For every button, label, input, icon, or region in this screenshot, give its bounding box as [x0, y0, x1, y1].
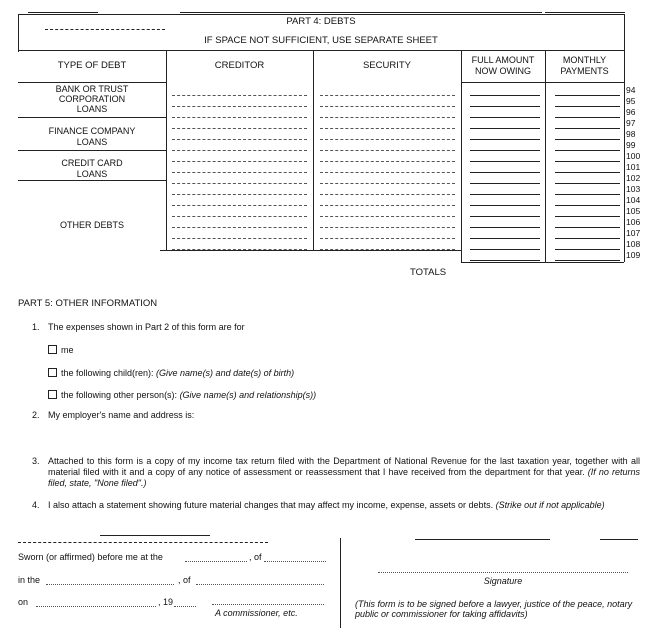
rule: [18, 180, 166, 181]
amount-entry-line[interactable]: [470, 172, 540, 173]
checkbox-icon[interactable]: [48, 390, 57, 399]
rule: [28, 12, 98, 13]
line-number: 96: [626, 107, 636, 117]
text-entry-line[interactable]: [320, 216, 455, 217]
text-entry-line[interactable]: [172, 128, 307, 129]
totals-label: TOTALS: [410, 267, 447, 278]
year-text: , 19: [158, 597, 174, 607]
amount-entry-line[interactable]: [470, 249, 540, 250]
rule: [160, 250, 461, 251]
rule: [600, 539, 638, 540]
amount-entry-line[interactable]: [555, 150, 620, 151]
line-number: 101: [626, 162, 641, 172]
amount-entry-line[interactable]: [470, 216, 540, 217]
amount-entry-line[interactable]: [555, 227, 620, 228]
rule: [18, 542, 268, 543]
amount-entry-line[interactable]: [470, 205, 540, 206]
item-number: 1.: [32, 322, 40, 332]
item2-text: My employer's name and address is:: [48, 410, 195, 420]
col-type-of-debt: TYPE OF DEBT: [57, 60, 127, 71]
text-entry-line[interactable]: [172, 139, 307, 140]
col-monthly: MONTHLY PAYMENTS: [560, 55, 609, 76]
amount-entry-line[interactable]: [470, 260, 540, 261]
line-number: 94: [626, 85, 636, 95]
date-field[interactable]: [36, 606, 156, 607]
header-top-border: [18, 50, 624, 51]
line-number: 105: [626, 206, 641, 216]
text-entry-line[interactable]: [172, 161, 307, 162]
amount-entry-line[interactable]: [555, 194, 620, 195]
commissioner-label: A commissioner, etc.: [215, 608, 298, 618]
col-creditor: CREDITOR: [214, 60, 265, 71]
signature-label: Signature: [483, 576, 523, 586]
col-divider: [166, 50, 167, 250]
item3-note: (If no returns filed, state, "None filed".): [48, 467, 640, 488]
amount-entry-line[interactable]: [555, 139, 620, 140]
amount-entry-line[interactable]: [555, 260, 620, 261]
line-number: 106: [626, 217, 641, 227]
part5-title: PART 5: OTHER INFORMATION: [18, 298, 158, 309]
year-field[interactable]: [174, 606, 196, 607]
amount-entry-line[interactable]: [470, 227, 540, 228]
commissioner-signature-field[interactable]: [212, 604, 324, 605]
rule: [18, 117, 166, 118]
checkbox-icon[interactable]: [48, 345, 57, 354]
signature-field[interactable]: [378, 572, 628, 573]
of-text-2: , of: [178, 575, 191, 585]
rule: [100, 535, 210, 536]
text-entry-line[interactable]: [320, 205, 455, 206]
checkbox-children-label: the following child(ren):: [61, 368, 157, 378]
checkbox-me[interactable]: [48, 345, 74, 355]
text-entry-line[interactable]: [172, 172, 307, 173]
rule: [415, 539, 550, 540]
line-number: 104: [626, 195, 641, 205]
line-number: 95: [626, 96, 636, 106]
amount-entry-line[interactable]: [555, 161, 620, 162]
amount-entry-line[interactable]: [470, 194, 540, 195]
text-entry-line[interactable]: [172, 205, 307, 206]
amount-entry-line[interactable]: [470, 150, 540, 151]
debt-type-credit: CREDIT CARD LOANS: [61, 158, 123, 179]
amount-entry-line[interactable]: [470, 95, 540, 96]
debt-type-finance: FINANCE COMPANY LOANS: [48, 126, 136, 147]
amount-entry-line[interactable]: [470, 128, 540, 129]
part4-subtitle: IF SPACE NOT SUFFICIENT, USE SEPARATE SHEET: [204, 35, 438, 46]
text-entry-line[interactable]: [320, 139, 455, 140]
amount-entry-line[interactable]: [555, 117, 620, 118]
text-entry-line[interactable]: [172, 106, 307, 107]
item4-note: (Strike out if not applicable): [495, 500, 605, 510]
amount-entry-line[interactable]: [555, 172, 620, 173]
amount-entry-line[interactable]: [555, 216, 620, 217]
of-field-2[interactable]: [196, 584, 324, 585]
amount-entry-line[interactable]: [470, 117, 540, 118]
amount-entry-line[interactable]: [470, 139, 540, 140]
text-entry-line[interactable]: [172, 227, 307, 228]
text-entry-line[interactable]: [320, 172, 455, 173]
text-entry-line[interactable]: [320, 106, 455, 107]
item-number: 4.: [32, 500, 40, 510]
item3-body: Attached to this form is a copy of my income tax return filed with the Department of National Revenue for the last taxation year, together with all material filed with it and a copy of any notice of assessment or reassessment that I have received from the department for that year.: [48, 456, 640, 477]
table-right-border: [624, 14, 625, 262]
amount-entry-line[interactable]: [555, 128, 620, 129]
part4-title: PART 4: DEBTS: [286, 16, 356, 27]
amount-entry-line[interactable]: [555, 106, 620, 107]
line-number: 109: [626, 250, 641, 260]
on-text: on: [18, 597, 29, 607]
line-number: 100: [626, 151, 641, 161]
debt-type-bank: BANK OR TRUST CORPORATION LOANS: [55, 84, 129, 114]
rule: [545, 12, 625, 13]
text-entry-line[interactable]: [320, 128, 455, 129]
rule: [45, 29, 165, 30]
of-field[interactable]: [264, 561, 326, 562]
text-entry-line[interactable]: [320, 227, 455, 228]
item3-text: [48, 456, 640, 489]
header-bottom-border: [18, 82, 166, 83]
text-entry-line[interactable]: [172, 117, 307, 118]
line-number: 98: [626, 129, 636, 139]
text-entry-line[interactable]: [172, 216, 307, 217]
amount-entry-line[interactable]: [470, 106, 540, 107]
debt-type-other: OTHER DEBTS: [59, 220, 124, 230]
header-bottom-border: [461, 82, 624, 83]
checkbox-other-hint: (Give name(s) and relationship(s)): [179, 390, 317, 400]
totals-bottom-border: [461, 262, 624, 263]
amount-entry-line[interactable]: [470, 161, 540, 162]
amount-entry-line[interactable]: [555, 183, 620, 184]
item1-text: The expenses shown in Part 2 of this form are for: [48, 322, 245, 332]
checkbox-other-label: the following other person(s):: [61, 390, 180, 400]
rule: [342, 12, 542, 13]
of-text: , of: [249, 552, 262, 562]
rule: [180, 12, 342, 13]
text-entry-line[interactable]: [172, 194, 307, 195]
col-divider: [313, 50, 314, 250]
text-entry-line[interactable]: [172, 150, 307, 151]
amount-entry-line[interactable]: [555, 95, 620, 96]
in-the-text: in the: [18, 575, 41, 585]
line-number: 103: [626, 184, 641, 194]
text-entry-line[interactable]: [172, 183, 307, 184]
line-number: 107: [626, 228, 641, 238]
amount-entry-line[interactable]: [555, 249, 620, 250]
text-entry-line[interactable]: [320, 117, 455, 118]
checkbox-me-label: me: [61, 345, 74, 355]
text-entry-line[interactable]: [172, 238, 307, 239]
rule: [18, 150, 166, 151]
amount-entry-line[interactable]: [470, 183, 540, 184]
place-field[interactable]: [185, 561, 247, 562]
checkbox-icon[interactable]: [48, 368, 57, 377]
sworn-text: Sworn (or affirmed) before me at the: [18, 552, 163, 562]
amount-entry-line[interactable]: [470, 238, 540, 239]
line-number: 99: [626, 140, 636, 150]
text-entry-line[interactable]: [320, 238, 455, 239]
item-number: 3.: [32, 456, 40, 466]
text-entry-line[interactable]: [172, 95, 307, 96]
amount-entry-line[interactable]: [555, 205, 620, 206]
line-number: 108: [626, 239, 641, 249]
jurat-divider: [340, 538, 341, 628]
col-full-amount: FULL AMOUNT NOW OWING: [471, 55, 535, 76]
text-entry-line[interactable]: [320, 161, 455, 162]
checkbox-other[interactable]: [48, 390, 316, 400]
item4-text: [48, 500, 640, 511]
item4-body: I also attach a statement showing future material changes that may affect my income, expense, assets or debts.: [48, 500, 496, 510]
line-number: 102: [626, 173, 641, 183]
item-number: 2.: [32, 410, 40, 420]
amount-entry-line[interactable]: [555, 238, 620, 239]
line-number: 97: [626, 118, 636, 128]
table-top-border: [18, 14, 624, 15]
in-the-field[interactable]: [46, 584, 174, 585]
text-entry-line[interactable]: [320, 194, 455, 195]
text-entry-line[interactable]: [320, 183, 455, 184]
text-entry-line[interactable]: [320, 95, 455, 96]
col-security: SECURITY: [362, 60, 412, 71]
signature-note: (This form is to be signed before a lawyer, justice of the peace, notary public or commissioner for taking affidavits): [355, 599, 633, 619]
text-entry-line[interactable]: [320, 150, 455, 151]
checkbox-children-hint: (Give name(s) and date(s) of birth): [156, 368, 295, 378]
checkbox-children[interactable]: [48, 368, 294, 378]
